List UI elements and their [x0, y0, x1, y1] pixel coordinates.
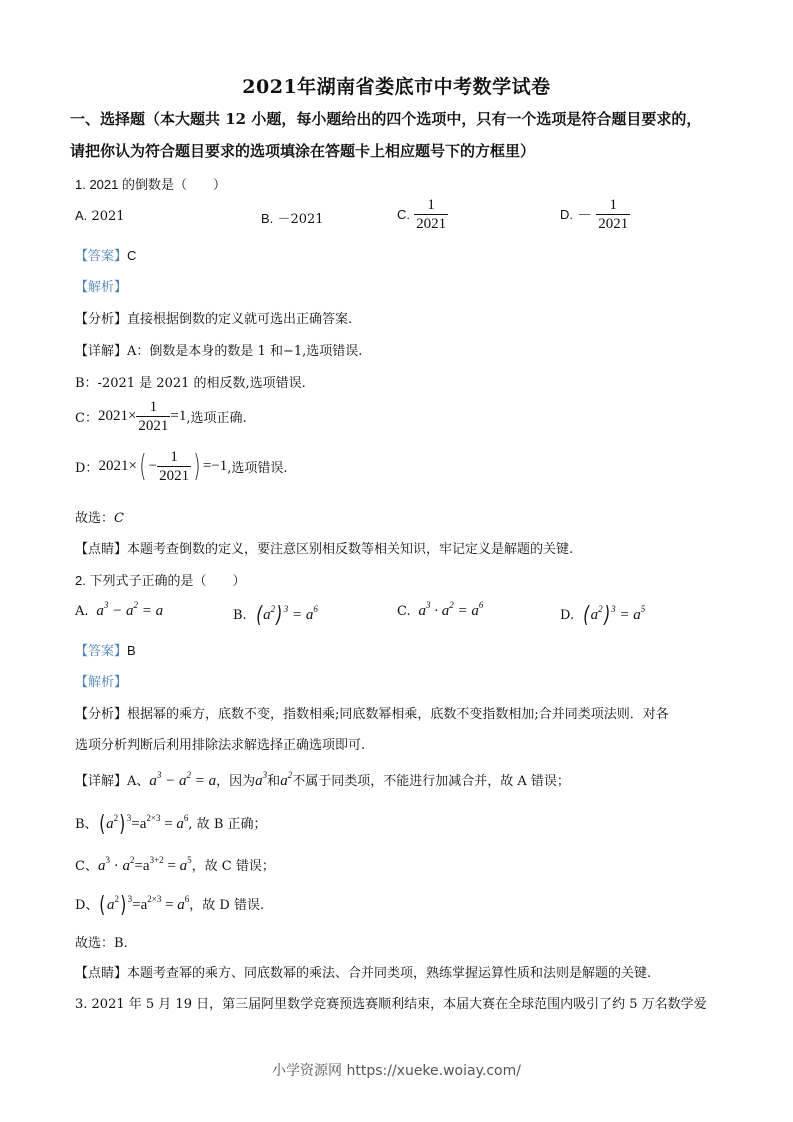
footer-watermark: 小学资源网 https://xueke.woiay.com/ [272, 1063, 521, 1079]
q1-option-a: A. 2021 [75, 208, 125, 224]
q1-option-c: C. $\frac{1}{2021}$ [397, 197, 447, 232]
q2-xiangjie-a: 【详解】A、$a^3 - a^2 = a$，因为$a^3$和$a^2$不属于同类项，不能进行加减合并，故 A 错误； [75, 770, 570, 789]
q2-option-b: B. $(a^2)^3 = a^6$ [233, 603, 318, 628]
q2-option-a: A. $a^3 - a^2 = a$ [75, 600, 164, 619]
fraction: $\frac{1}{2021}$ [416, 197, 447, 232]
q2-xiangjie-b: B、$(a^2)^3=a^{2\times 3} = a^6$, 故 B 正确； [75, 812, 267, 837]
q3-stem: 3. 2021 年 5 月 19 日，第三届阿里数学竞赛预选赛顺利结束，本届大赛在全球范围内吸引了约 5 万名数学爱 [75, 997, 707, 1012]
section-heading-line2: 请把你认为符合题目要求的选项填涂在答题卡上相应题号下的方框里） [70, 142, 536, 160]
document-title: 2021年湖南省娄底市中考数学试卷 [242, 76, 551, 98]
q2-options [75, 600, 725, 630]
q2-option-d: D. $(a^2)^3 = a^5$ [560, 603, 646, 628]
right-paren: ) [193, 449, 201, 484]
section-heading-line1: 一、选择题（本大题共 12 小题，每小题给出的四个选项中，只有一个选项是符合题目要求的， [70, 110, 702, 128]
q2-fenxi-line1: 【分析】根据幂的乘方，底数不变，指数相乘;同底数幂相乘，底数不变指数相加;合并同类项法则．对各 [75, 707, 669, 722]
q2-xiangjie-c: C、$a^3 \cdot a^2=a^{3+2} = a^5$，故 C 错误； [75, 855, 275, 874]
q1-xiangjie-b: B：-2021 是 2021 的相反数,选项错误. [75, 376, 306, 391]
q2-fenxi-line2: 选项分析判断后利用排除法求解选择正确选项即可. [75, 738, 366, 753]
q1-fenxi: 【分析】直接根据倒数的定义就可选出正确答案. [75, 312, 353, 327]
q1-xiangjie-c: C：2021× $\frac{1}{2021}$ =1,选项正确. [75, 399, 247, 434]
q2-xiangjie-d: D、$(a^2)^3=a^{2\times 3} = a^6$，故 D 错误. [75, 893, 265, 918]
fraction: $\frac{1}{2021}$ [598, 197, 629, 232]
q2-stem: 2. 下列式子正确的是（ ） [75, 573, 246, 588]
q2-guxuan: 故选：B. [75, 936, 128, 951]
left-paren: ( [139, 449, 147, 484]
q2-option-c: C. $a^3 \cdot a^2 = a^6$ [397, 600, 484, 619]
q1-option-d: D. － $\frac{1}{2021}$ [560, 197, 629, 232]
q1-xiangjie-d: D：2021×( − $\frac{1}{2021}$ ) =−1,选项错误. [75, 449, 288, 484]
q1-stem: 1. 2021 的倒数是（ ） [75, 177, 226, 192]
q2-analysis-label: 【解析】 [75, 675, 128, 690]
q2-dianjing: 【点睛】本题考查幂的乘方、同底数幂的乘法、合并同类项，熟练掌握运算性质和法则是解题的关键. [75, 966, 652, 981]
q1-xiangjie-a: 【详解】A：倒数是本身的数是 1 和−1,选项错误. [75, 344, 363, 359]
q2-answer: 【答案】B [75, 643, 136, 659]
q1-answer: 【答案】C [75, 248, 137, 264]
q1-guxuan: 故选：C [75, 511, 124, 526]
q1-dianjing: 【点睛】本题考查倒数的定义，要注意区别相反数等相关知识，牢记定义是解题的关键. [75, 542, 574, 557]
q1-analysis-label: 【解析】 [75, 280, 128, 295]
q1-option-b: B. －2021 [261, 211, 324, 227]
